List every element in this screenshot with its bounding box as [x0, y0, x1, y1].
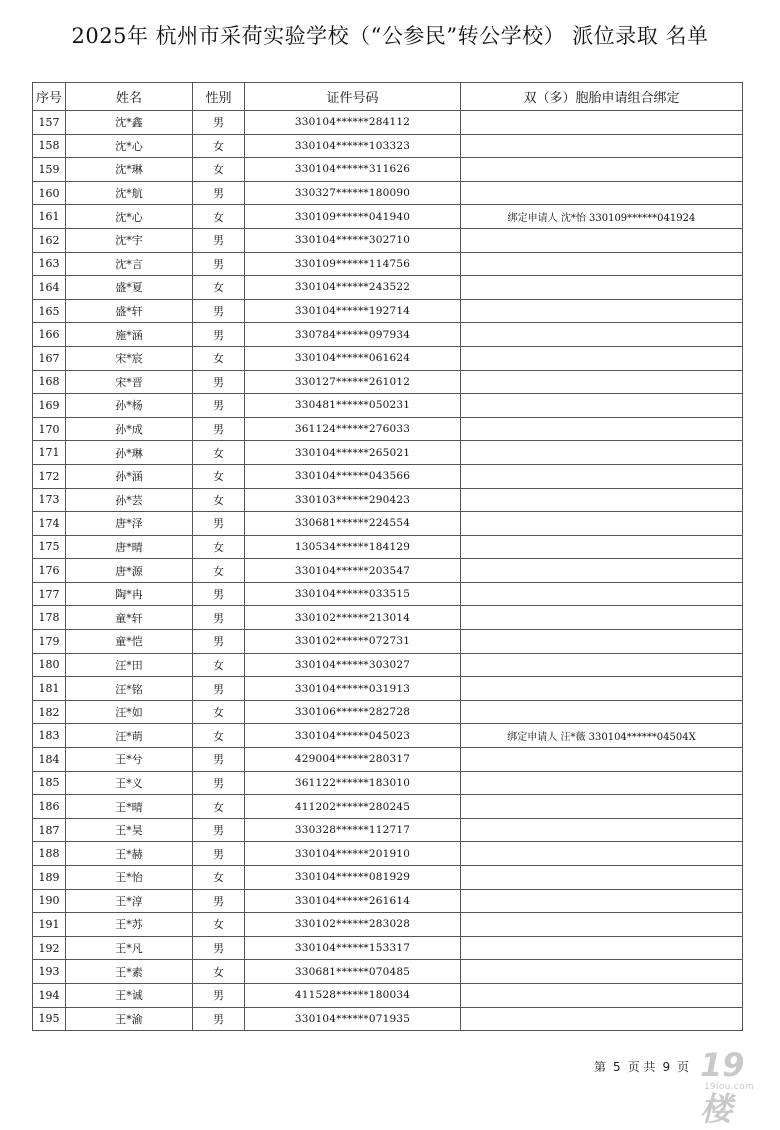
cell-twin-binding — [461, 818, 743, 842]
cell-gender: 女 — [193, 559, 245, 583]
cell-twin-binding — [461, 1007, 743, 1031]
cell-index: 170 — [33, 417, 66, 441]
header-name: 姓名 — [66, 83, 193, 111]
cell-twin-binding — [461, 158, 743, 182]
cell-index: 186 — [33, 795, 66, 819]
cell-name: 唐*晴 — [66, 535, 193, 559]
cell-twin-binding — [461, 134, 743, 158]
table-row — [33, 866, 743, 890]
cell-index: 176 — [33, 559, 66, 583]
cell-index: 194 — [33, 983, 66, 1007]
table-row — [33, 960, 743, 984]
table-row — [33, 299, 743, 323]
table-row — [33, 276, 743, 300]
table-row — [33, 983, 743, 1007]
cell-id-number: 330104******081929 — [245, 866, 461, 890]
cell-index: 173 — [33, 488, 66, 512]
cell-twin-binding — [461, 512, 743, 536]
cell-id-number: 330127******261012 — [245, 370, 461, 394]
cell-index: 180 — [33, 653, 66, 677]
cell-twin-binding — [461, 299, 743, 323]
cell-twin-binding — [461, 276, 743, 300]
cell-index: 160 — [33, 181, 66, 205]
cell-name: 王*赫 — [66, 842, 193, 866]
cell-twin-binding — [461, 441, 743, 465]
cell-name: 孙*涵 — [66, 464, 193, 488]
cell-twin-binding — [461, 559, 743, 583]
cell-gender: 男 — [193, 228, 245, 252]
cell-id-number: 330104******302710 — [245, 228, 461, 252]
cell-gender: 女 — [193, 724, 245, 748]
cell-id-number: 330109******041940 — [245, 205, 461, 229]
cell-index: 187 — [33, 818, 66, 842]
table-row — [33, 205, 743, 229]
cell-index: 171 — [33, 441, 66, 465]
cell-index: 188 — [33, 842, 66, 866]
cell-index: 164 — [33, 276, 66, 300]
cell-id-number: 330106******282728 — [245, 700, 461, 724]
cell-index: 168 — [33, 370, 66, 394]
cell-gender: 男 — [193, 630, 245, 654]
cell-gender: 女 — [193, 134, 245, 158]
table-row — [33, 252, 743, 276]
cell-gender: 女 — [193, 795, 245, 819]
table-row — [33, 512, 743, 536]
table-row — [33, 441, 743, 465]
cell-id-number: 330104******303027 — [245, 653, 461, 677]
cell-gender: 男 — [193, 512, 245, 536]
cell-twin-binding — [461, 582, 743, 606]
table-row — [33, 228, 743, 252]
cell-name: 沈*心 — [66, 134, 193, 158]
cell-index: 177 — [33, 582, 66, 606]
cell-twin-binding — [461, 677, 743, 701]
cell-id-number: 330102******072731 — [245, 630, 461, 654]
cell-name: 孙*琳 — [66, 441, 193, 465]
cell-index: 179 — [33, 630, 66, 654]
cell-twin-binding — [461, 535, 743, 559]
cell-index: 174 — [33, 512, 66, 536]
cell-id-number: 411202******280245 — [245, 795, 461, 819]
header-twin-binding: 双（多）胞胎申请组合绑定 — [461, 83, 743, 111]
admission-table — [32, 82, 743, 1031]
cell-name: 沈*宇 — [66, 228, 193, 252]
cell-id-number: 361124******276033 — [245, 417, 461, 441]
cell-gender: 男 — [193, 181, 245, 205]
cell-id-number: 330104******201910 — [245, 842, 461, 866]
cell-name: 王*淳 — [66, 889, 193, 913]
cell-gender: 男 — [193, 677, 245, 701]
cell-id-number: 330102******283028 — [245, 913, 461, 937]
table-row — [33, 724, 743, 748]
cell-id-number: 330104******103323 — [245, 134, 461, 158]
table-row — [33, 582, 743, 606]
cell-id-number: 361122******183010 — [245, 771, 461, 795]
table-row — [33, 842, 743, 866]
cell-twin-binding — [461, 936, 743, 960]
cell-gender: 男 — [193, 842, 245, 866]
table-row — [33, 181, 743, 205]
cell-gender: 女 — [193, 653, 245, 677]
cell-gender: 女 — [193, 441, 245, 465]
page-title: 2025年 杭州市采荷实验学校（“公参民”转公学校） 派位录取 名单 — [71, 24, 709, 48]
cell-gender: 女 — [193, 464, 245, 488]
cell-name: 盛*夏 — [66, 276, 193, 300]
table-row — [33, 653, 743, 677]
page-suffix: 页 — [677, 1060, 690, 1074]
table-row — [33, 323, 743, 347]
cell-twin-binding — [461, 606, 743, 630]
cell-id-number: 330104******261614 — [245, 889, 461, 913]
cell-name: 童*恺 — [66, 630, 193, 654]
cell-index: 163 — [33, 252, 66, 276]
page-footer — [594, 1058, 689, 1075]
cell-gender: 女 — [193, 488, 245, 512]
cell-id-number: 330109******114756 — [245, 252, 461, 276]
cell-name: 王*诚 — [66, 983, 193, 1007]
cell-id-number: 429004******280317 — [245, 748, 461, 772]
cell-index: 158 — [33, 134, 66, 158]
cell-twin-binding — [461, 983, 743, 1007]
cell-twin-binding — [461, 323, 743, 347]
cell-id-number: 330104******243522 — [245, 276, 461, 300]
cell-name: 施*涵 — [66, 323, 193, 347]
table-row — [33, 889, 743, 913]
cell-name: 童*轩 — [66, 606, 193, 630]
cell-id-number: 330681******070485 — [245, 960, 461, 984]
cell-twin-binding — [461, 181, 743, 205]
cell-gender: 男 — [193, 1007, 245, 1031]
cell-name: 汪*铭 — [66, 677, 193, 701]
cell-id-number: 411528******180034 — [245, 983, 461, 1007]
watermark-url: 19lou.com — [704, 1082, 754, 1092]
cell-name: 唐*源 — [66, 559, 193, 583]
cell-gender: 男 — [193, 606, 245, 630]
header-id-number: 证件号码 — [245, 83, 461, 111]
header-index: 序号 — [33, 83, 66, 111]
cell-name: 盛*轩 — [66, 299, 193, 323]
table-row — [33, 700, 743, 724]
cell-name: 王*晴 — [66, 795, 193, 819]
cell-name: 孙*成 — [66, 417, 193, 441]
cell-id-number: 330104******265021 — [245, 441, 461, 465]
cell-twin-binding — [461, 464, 743, 488]
cell-id-number: 330102******213014 — [245, 606, 461, 630]
cell-index: 175 — [33, 535, 66, 559]
cell-gender: 男 — [193, 748, 245, 772]
cell-id-number: 330481******050231 — [245, 394, 461, 418]
table-row — [33, 748, 743, 772]
cell-name: 沈*鑫 — [66, 111, 193, 135]
cell-id-number: 130534******184129 — [245, 535, 461, 559]
table-row — [33, 158, 743, 182]
cell-name: 沈*言 — [66, 252, 193, 276]
watermark-logo — [696, 1044, 776, 1128]
cell-index: 166 — [33, 323, 66, 347]
cell-gender: 男 — [193, 394, 245, 418]
cell-name: 王*兮 — [66, 748, 193, 772]
cell-id-number: 330104******071935 — [245, 1007, 461, 1031]
cell-name: 孙*芸 — [66, 488, 193, 512]
cell-name: 孙*杨 — [66, 394, 193, 418]
cell-twin-binding — [461, 771, 743, 795]
cell-gender: 男 — [193, 417, 245, 441]
cell-name: 王*素 — [66, 960, 193, 984]
cell-id-number: 330681******224554 — [245, 512, 461, 536]
header-gender: 性别 — [193, 83, 245, 111]
cell-gender: 女 — [193, 158, 245, 182]
table-row — [33, 630, 743, 654]
cell-twin-binding — [461, 842, 743, 866]
table-row — [33, 606, 743, 630]
cell-gender: 男 — [193, 771, 245, 795]
cell-twin-binding — [461, 913, 743, 937]
cell-index: 165 — [33, 299, 66, 323]
cell-index: 182 — [33, 700, 66, 724]
cell-twin-binding — [461, 346, 743, 370]
cell-gender: 女 — [193, 700, 245, 724]
cell-id-number: 330784******097934 — [245, 323, 461, 347]
cell-gender: 女 — [193, 205, 245, 229]
cell-index: 184 — [33, 748, 66, 772]
cell-gender: 女 — [193, 276, 245, 300]
cell-name: 沈*心 — [66, 205, 193, 229]
cell-gender: 男 — [193, 983, 245, 1007]
cell-index: 185 — [33, 771, 66, 795]
cell-index: 162 — [33, 228, 66, 252]
cell-name: 汪*田 — [66, 653, 193, 677]
cell-index: 195 — [33, 1007, 66, 1031]
table-row — [33, 488, 743, 512]
cell-name: 王*怡 — [66, 866, 193, 890]
cell-twin-binding — [461, 630, 743, 654]
page-mid: 页 共 — [627, 1060, 656, 1074]
cell-index: 189 — [33, 866, 66, 890]
cell-gender: 女 — [193, 535, 245, 559]
cell-twin-binding — [461, 889, 743, 913]
cell-name: 王*昊 — [66, 818, 193, 842]
cell-index: 172 — [33, 464, 66, 488]
cell-name: 沈*航 — [66, 181, 193, 205]
table-row — [33, 464, 743, 488]
watermark-mark: 19楼 — [700, 1046, 745, 1128]
cell-index: 157 — [33, 111, 66, 135]
cell-twin-binding — [461, 960, 743, 984]
cell-id-number: 330104******045023 — [245, 724, 461, 748]
table-row — [33, 134, 743, 158]
cell-index: 159 — [33, 158, 66, 182]
cell-index: 190 — [33, 889, 66, 913]
cell-name: 汪*萌 — [66, 724, 193, 748]
cell-name: 唐*泽 — [66, 512, 193, 536]
table-header-row — [33, 83, 743, 111]
cell-twin-binding — [461, 252, 743, 276]
cell-index: 169 — [33, 394, 66, 418]
cell-name: 汪*如 — [66, 700, 193, 724]
cell-name: 王*义 — [66, 771, 193, 795]
cell-id-number: 330104******033515 — [245, 582, 461, 606]
page-prefix: 第 — [594, 1060, 607, 1074]
cell-gender: 女 — [193, 866, 245, 890]
cell-name: 王*苏 — [66, 913, 193, 937]
table-row — [33, 111, 743, 135]
table-row — [33, 1007, 743, 1031]
cell-id-number: 330104******311626 — [245, 158, 461, 182]
cell-name: 宋*晋 — [66, 370, 193, 394]
cell-gender: 男 — [193, 818, 245, 842]
page-total: 9 — [662, 1060, 671, 1074]
cell-twin-binding — [461, 748, 743, 772]
cell-id-number: 330104******153317 — [245, 936, 461, 960]
cell-twin-binding — [461, 795, 743, 819]
cell-twin-binding — [461, 111, 743, 135]
cell-id-number: 330103******290423 — [245, 488, 461, 512]
cell-gender: 女 — [193, 913, 245, 937]
table-row — [33, 559, 743, 583]
cell-id-number: 330104******284112 — [245, 111, 461, 135]
cell-id-number: 330104******031913 — [245, 677, 461, 701]
page-current: 5 — [613, 1060, 621, 1074]
cell-gender: 男 — [193, 111, 245, 135]
cell-twin-binding: 绑定申请人 汪*薇 330104******04504X — [461, 724, 743, 748]
cell-index: 161 — [33, 205, 66, 229]
cell-id-number: 330104******203547 — [245, 559, 461, 583]
cell-twin-binding — [461, 700, 743, 724]
cell-name: 沈*琳 — [66, 158, 193, 182]
cell-name: 宋*宸 — [66, 346, 193, 370]
table-row — [33, 818, 743, 842]
table-row — [33, 936, 743, 960]
cell-id-number: 330104******061624 — [245, 346, 461, 370]
cell-gender: 女 — [193, 960, 245, 984]
cell-twin-binding — [461, 394, 743, 418]
cell-index: 183 — [33, 724, 66, 748]
cell-index: 178 — [33, 606, 66, 630]
table-row — [33, 370, 743, 394]
cell-id-number: 330327******180090 — [245, 181, 461, 205]
cell-name: 王*凡 — [66, 936, 193, 960]
table-row — [33, 913, 743, 937]
cell-name: 陶*冉 — [66, 582, 193, 606]
cell-twin-binding — [461, 866, 743, 890]
cell-gender: 男 — [193, 936, 245, 960]
table-row — [33, 535, 743, 559]
cell-gender: 男 — [193, 582, 245, 606]
cell-index: 181 — [33, 677, 66, 701]
cell-gender: 女 — [193, 346, 245, 370]
cell-index: 193 — [33, 960, 66, 984]
cell-id-number: 330104******192714 — [245, 299, 461, 323]
cell-name: 王*渝 — [66, 1007, 193, 1031]
cell-gender: 男 — [193, 252, 245, 276]
cell-id-number: 330104******043566 — [245, 464, 461, 488]
cell-gender: 男 — [193, 889, 245, 913]
cell-gender: 男 — [193, 370, 245, 394]
cell-twin-binding — [461, 370, 743, 394]
table-row — [33, 677, 743, 701]
table-row — [33, 346, 743, 370]
table-row — [33, 417, 743, 441]
table-row — [33, 795, 743, 819]
cell-index: 192 — [33, 936, 66, 960]
table-row — [33, 394, 743, 418]
cell-twin-binding — [461, 653, 743, 677]
table-row — [33, 771, 743, 795]
cell-twin-binding — [461, 228, 743, 252]
cell-id-number: 330328******112717 — [245, 818, 461, 842]
cell-twin-binding — [461, 417, 743, 441]
cell-gender: 男 — [193, 323, 245, 347]
cell-twin-binding: 绑定申请人 沈*怡 330109******041924 — [461, 205, 743, 229]
cell-twin-binding — [461, 488, 743, 512]
cell-gender: 男 — [193, 299, 245, 323]
cell-index: 191 — [33, 913, 66, 937]
cell-index: 167 — [33, 346, 66, 370]
